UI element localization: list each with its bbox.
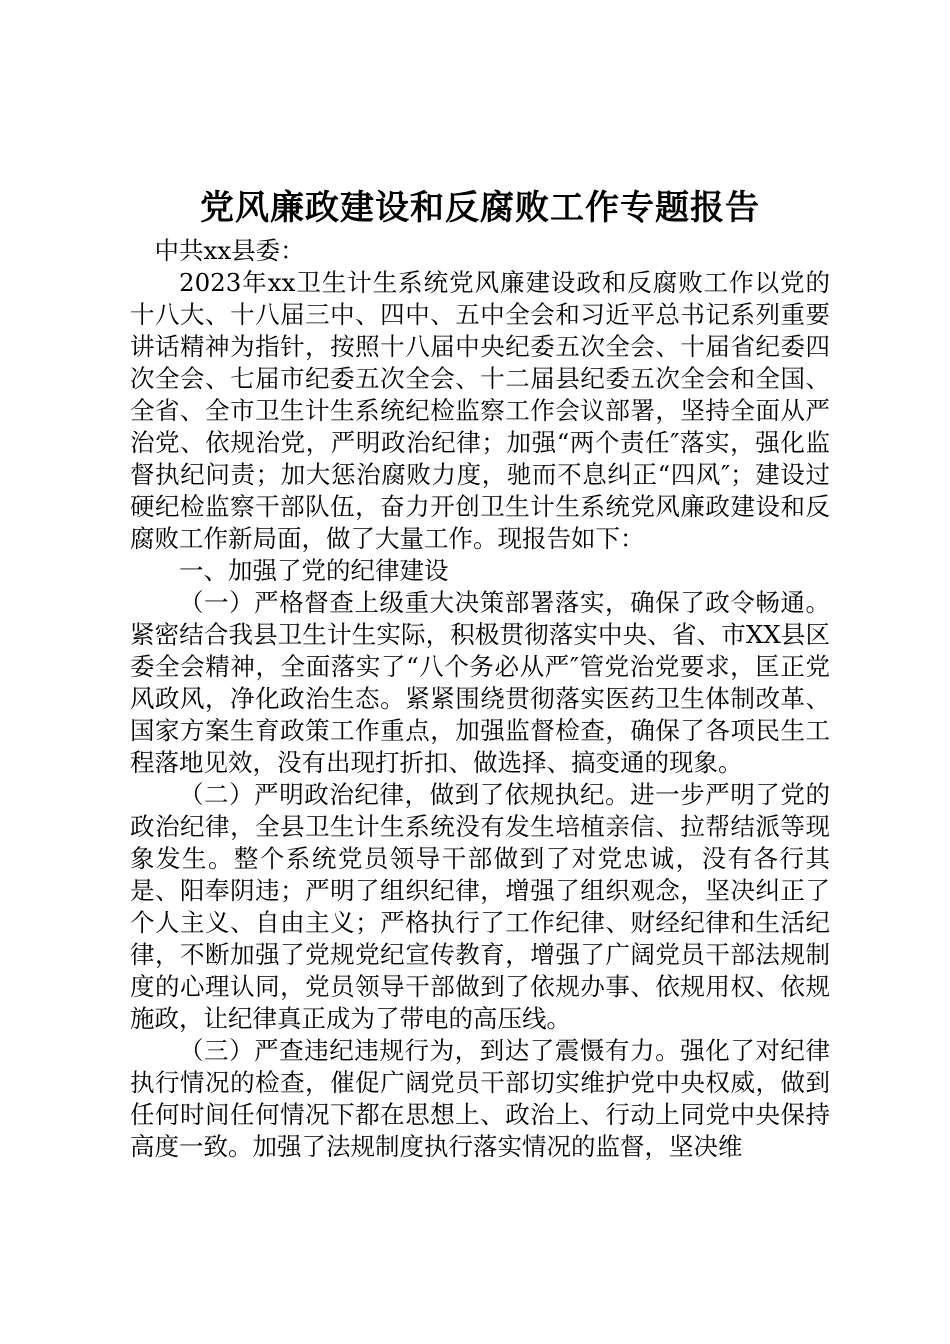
subsection-paragraph-3: （三）严查违纪违规行为，到达了震慑有力。强化了对纪律执行情况的检查，催促广阔党员干部切实维护党中央权威，做到任何时间任何情况下都在思想上、政治上、行动上同党中央保持高度一致。加强了法规制度执行落实情况的监督，坚决维: [130, 1036, 830, 1161]
document-title: 党风廉政建设和反腐败工作专题报告: [200, 188, 760, 228]
subsection-paragraph-1: （一）严格督查上级重大决策部署落实，确保了政令畅通。紧密结合我县卫生计生实际，积极贯彻落实中央、省、市XX县区委全会精神，全面落实了“八个务必从严″管党治党要求，匡正党风政风，净化政治生态。紧紧围绕贯彻落实医药卫生体制改革、国家方案生育政策工作重点，加强监督检查，确保了各项民生工程落地见效，没有出现打折扣、做选择、搞变通的现象。: [130, 588, 830, 777]
subsection-paragraph-2: （二）严明政治纪律，做到了依规执纪。进一步严明了党的政治纪律，全县卫生计生系统没有发生培植亲信、拉帮结派等现象发生。整个系统党员领导干部做到了对党忠诚，没有各行其是、阳奉阴违；严明了组织纪律，增强了组织观念，坚决纠正了个人主义、自由主义；严格执行了工作纪律、财经纪律和生活纪律，不断加强了党规党纪宣传教育，增强了广阔党员干部法规制度的心理认同，党员领导干部做到了依规办事、依规用权、依规施政，让纪律真正成为了带电的高压线。: [130, 780, 830, 1033]
salutation: 中共xx县委：: [154, 236, 305, 265]
document-page: [130, 185, 830, 1163]
section-heading: 一、加强了党的纪律建设: [179, 556, 449, 585]
document-body: [130, 235, 830, 1163]
intro-paragraph: 2023年xx卫生计生系统党风廉建设政和反腐败工作以党的十八大、十八届三中、四中、五中全会和习近平总书记系列重要讲话精神为指针，按照十八届中央纪委五次全会、十届省纪委四次全会、七届市纪委五次全会、十二届县纪委五次全会和全国、全省、全市卫生计生系统纪检监察工作会议部署，坚持全面从严治党、依规治党，严明政治纪律；加强“两个责任″落实，强化监督执纪问责；加大惩治腐败力度，驰而不息纠正“四风″；建设过硬纪检监察干部队伍，奋力开创卫生计生系统党风廉政建设和反腐败工作新局面，做了大量工作。现报告如下：: [130, 268, 830, 553]
